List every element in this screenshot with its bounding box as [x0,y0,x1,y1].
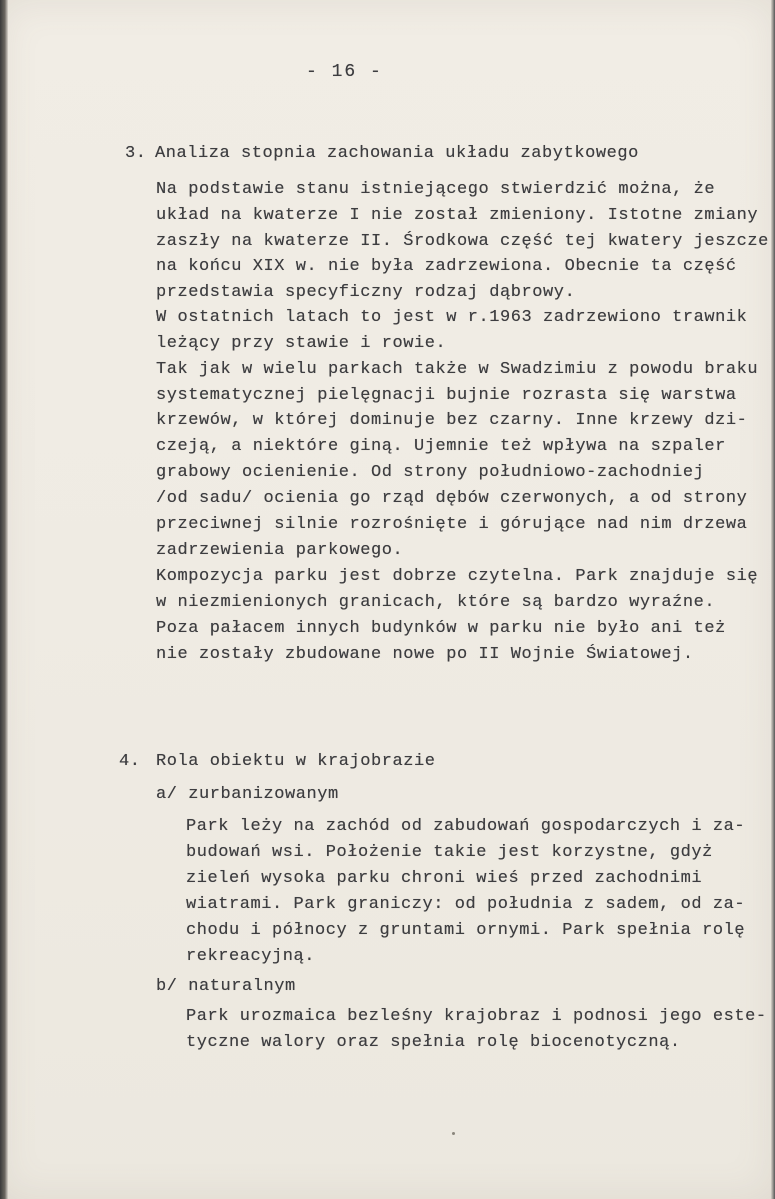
section-3-line: przeciwnej silnie rozrośnięte i górujące nad nim drzewa [156,515,748,534]
section-3-line: w niezmienionych granicach, które są bardzo wyraźne. [156,593,716,612]
section-3-line: systematycznej pielęgnacji bujnie rozrasta się warstwa [156,386,737,405]
subsection-a-line: wiatrami. Park graniczy: od południa z sadem, od za- [186,895,746,914]
subsection-a-line: zieleń wysoka parku chroni wieś przed zachodnimi [186,869,703,888]
page-left-edge [0,0,8,1199]
paper-speck [452,1132,455,1135]
section-3-line: W ostatnich latach to jest w r.1963 zadrzewiono trawnik [156,308,748,327]
section-3-line: przedstawia specyficzny rodzaj dąbrowy. [156,283,576,302]
section-3-number: 3. [125,144,147,163]
subsection-b-line: tyczne walory oraz spełnia rolę biocenotyczną. [186,1033,681,1052]
section-3-line: nie zostały zbudowane nowe po II Wojnie Światowej. [156,645,694,664]
section-3-line: Kompozycja parku jest dobrze czytelna. Park znajduje się [156,567,759,586]
page-right-edge [771,0,775,1199]
section-3-line: /od sadu/ ocienia go rząd dębów czerwonych, a od strony [156,489,748,508]
section-3-line: krzewów, w której dominuje bez czarny. Inne krzewy dzi- [156,411,748,430]
section-3-line: zadrzewienia parkowego. [156,541,404,560]
section-3-line: Na podstawie stanu istniejącego stwierdzić można, że [156,180,716,199]
section-3-line: grabowy ocienienie. Od strony południowo-zachodniej [156,463,705,482]
subsection-b-label: b/ naturalnym [156,977,296,996]
subsection-a-line: rekreacyjną. [186,947,316,966]
section-4-number: 4. [119,752,141,771]
section-3-line: czeją, a niektóre giną. Ujemnie też wpływa na szpaler [156,437,726,456]
section-3-line: na końcu XIX w. nie była zadrzewiona. Obecnie ta część [156,257,737,276]
section-3-heading: Analiza stopnia zachowania układu zabytkowego [155,144,639,163]
subsection-a-line: Park leży na zachód od zabudowań gospodarczych i za- [186,817,746,836]
page-number: - 16 - [306,62,383,82]
section-3-line: zaszły na kwaterze II. Środkowa część tej kwatery jeszcze [156,232,769,251]
section-3-line: Poza pałacem innych budynków w parku nie było ani też [156,619,726,638]
subsection-a-line: chodu i północy z gruntami ornymi. Park spełnia rolę [186,921,746,940]
section-4-heading: Rola obiektu w krajobrazie [156,752,436,771]
section-3-line: Tak jak w wielu parkach także w Swadzimiu z powodu braku [156,360,759,379]
subsection-a-line: budowań wsi. Położenie takie jest korzystne, gdyż [186,843,713,862]
subsection-b-line: Park urozmaica bezleśny krajobraz i podnosi jego este- [186,1007,767,1026]
section-3-line: leżący przy stawie i rowie. [156,334,447,353]
section-3-line: układ na kwaterze I nie został zmieniony. Istotne zmiany [156,206,759,225]
subsection-a-label: a/ zurbanizowanym [156,785,339,804]
